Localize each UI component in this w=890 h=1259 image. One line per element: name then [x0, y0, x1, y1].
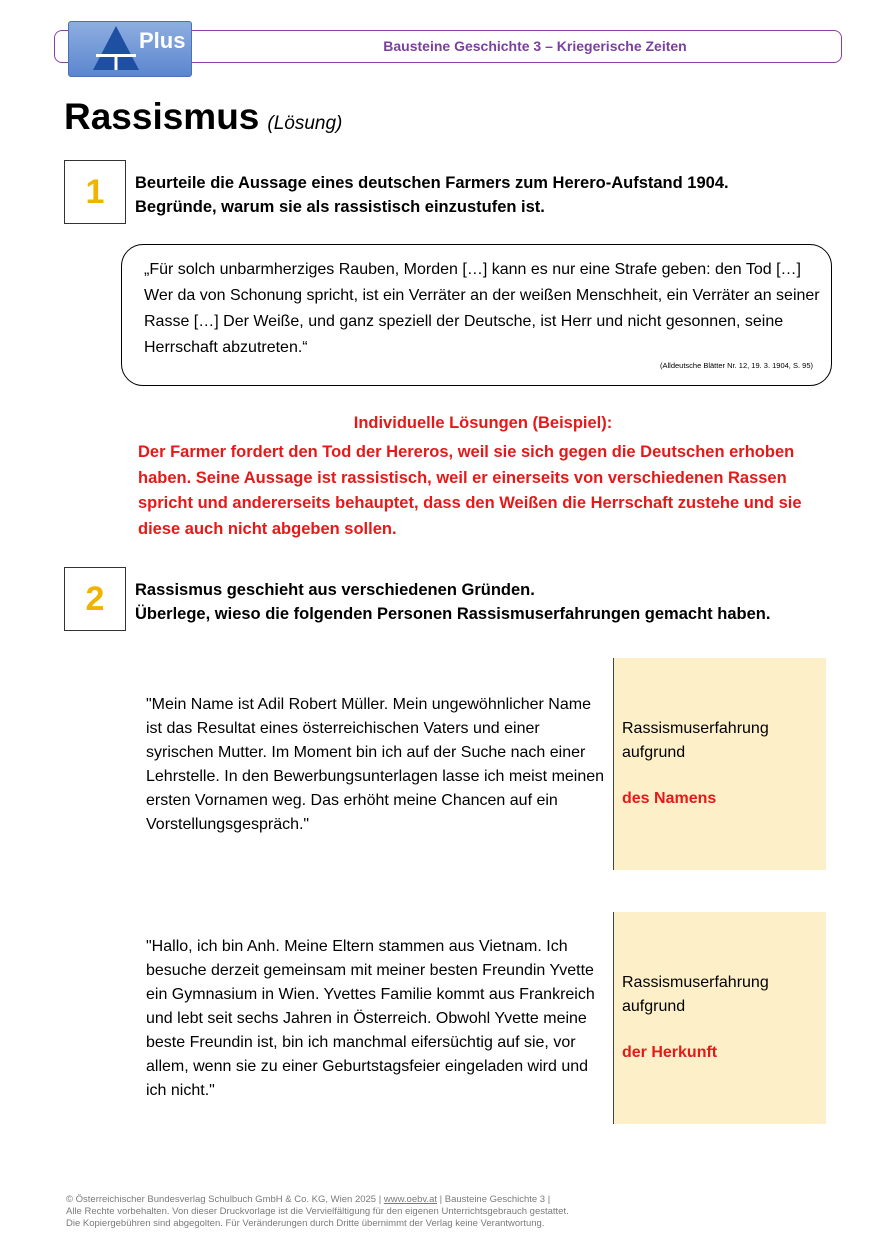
page-title	[64, 96, 342, 138]
plus-logo	[68, 21, 192, 77]
answer-label-line2: aufgrund	[622, 998, 686, 1015]
footer-series: | Bausteine Geschichte 3 |	[439, 1194, 551, 1205]
task2-line2: Überlege, wieso die folgenden Personen Rassismuserfahrungen gemacht haben.	[135, 605, 771, 623]
person-quote-2: "Hallo, ich bin Anh. Meine Eltern stammen aus Vietnam. Ich besuche derzeit gemeinsam mit meiner besten Freundin Yvette ein Gymnasium in Wien. Yvettes Familie kommt aus Frankreich und lebt seit sechs Jahren in Österreich. Obwohl Yvette meine beste Freundin ist, bin ich manchmal eifersüchtig auf sie, vor allem, wenn sie zu einer Geburtstagsfeier eingeladen wird und ich nicht."	[146, 938, 595, 1099]
task-number-1: 1	[64, 160, 126, 224]
series-title: Bausteine Geschichte 3 – Kriegerische Zeiten	[383, 38, 687, 54]
task2-instructions	[135, 578, 770, 626]
answer-label-line1: Rassismuserfahrung	[622, 720, 769, 737]
footer-line3: Die Kopiergebühren sind abgegolten. Für Veränderungen durch Dritte übernimmt der Verlag keine Verantwortung.	[66, 1218, 545, 1229]
task1-line2: Begründe, warum sie als rassistisch einzustufen ist.	[135, 198, 545, 216]
answer-label-line2: aufgrund	[622, 744, 686, 761]
answer-label-line1: Rassismuserfahrung	[622, 974, 769, 991]
answer-label-1	[622, 717, 769, 765]
triangle-logo-icon	[91, 24, 141, 74]
task1-line1: Beurteile die Aussage eines deutschen Farmers zum Herero-Aufstand 1904.	[135, 174, 729, 192]
footer-line2: Alle Rechte vorbehalten. Von dieser Druckvorlage ist die Vervielfältigung für den eigenen Unterrichtsgebrauch gestattet.	[66, 1206, 569, 1217]
footer	[66, 1194, 666, 1230]
quote-box	[121, 244, 832, 386]
quote-source: (Alldeutsche Blätter Nr. 12, 19. 3. 1904, S. 95)	[659, 361, 813, 370]
answer-panel-1	[613, 658, 826, 870]
solution-heading: Individuelle Lösungen (Beispiel):	[353, 414, 613, 432]
footer-line1	[66, 1194, 666, 1206]
title-subtitle: (Lösung)	[267, 113, 343, 134]
answer-panel-2	[613, 912, 826, 1124]
answer-value-2: der Herkunft	[622, 1044, 718, 1061]
task-number-2: 2	[64, 567, 126, 631]
task1-instructions	[135, 171, 729, 219]
farmer-quote: „Für solch unbarmherziges Rauben, Morden […] kann es nur eine Strafe geben: den Tod […] Wer da von Schonung spricht, ist ein Verräter an der weißen Menschheit, ein Verräter an seiner Rasse […] Der Weiße, und ganz speziell der Deutsche, ist Herr und nicht gesonnen, seine Herrschaft abzutreten.“	[144, 261, 820, 356]
title-main: Rassismus	[64, 96, 260, 137]
answer-value-1: des Namens	[622, 790, 717, 807]
task2-line1: Rassismus geschieht aus verschiedenen Gründen.	[135, 581, 535, 599]
person-quote-1: "Mein Name ist Adil Robert Müller. Mein ungewöhnlicher Name ist das Resultat eines österreichischen Vaters und einer syrischen Mutter. Im Moment bin ich auf der Suche nach einer Lehrstelle. In den Bewerbungsunterlagen lasse ich meist meinen ersten Vornamen weg. Das erhöht meine Chancen auf ein Vorstellungsgespräch."	[146, 696, 605, 833]
answer-label-2	[622, 971, 769, 1019]
footer-copyright: © Österreichischer Bundesverlag Schulbuch GmbH & Co. KG, Wien 2025 |	[66, 1194, 382, 1205]
publisher-link[interactable]: www.oebv.at	[383, 1194, 437, 1205]
logo-text: Plus	[139, 28, 186, 53]
solution-text: Der Farmer fordert den Tod der Hereros, weil sie sich gegen die Deutschen erhoben haben. Seine Aussage ist rassistisch, weil er einerseits von verschiedenen Rassen spricht und andererseits behauptet, dass den Weißen die Herrschaft zustehe und sie diese auch nicht abgeben sollen.	[138, 443, 802, 538]
